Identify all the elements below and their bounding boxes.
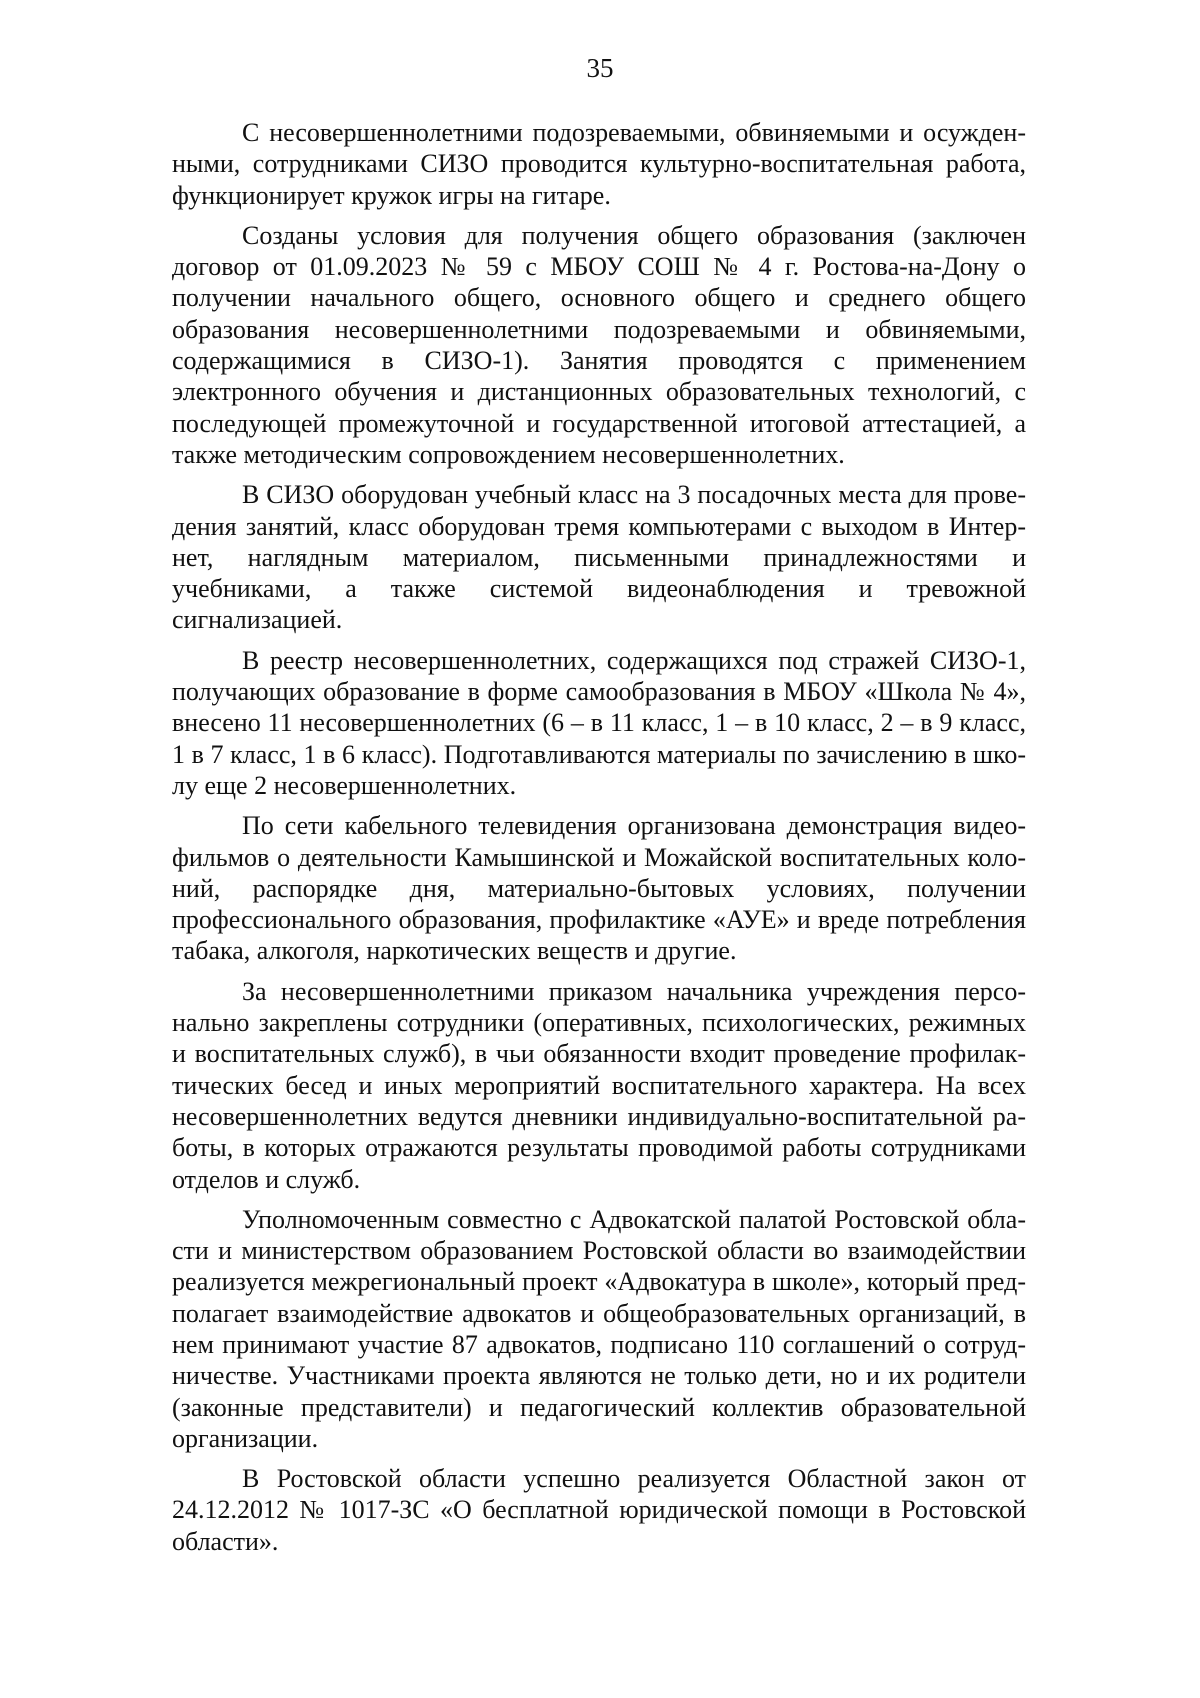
- page-number: 35: [586, 53, 614, 83]
- paragraph-cultural-work: С несовершеннолетними подозреваемыми, обвиняемыми и осужденными, сотрудниками СИЗО проводится культурно-воспитательная работа, функционирует кружок игры на гитаре.: [172, 118, 1026, 210]
- paragraph-classroom: В СИЗО оборудован учебный класс на 3 посадочных места для проведения занятий, класс оборудован тремя компьютерами с выходом в Интернет, наглядным материалом, письменными принадлежностями и учебниками, а также системой видеонаблюдения и тревожной сигнализацией.: [172, 480, 1026, 635]
- paragraph-cable-tv: По сети кабельного телевидения организована демонстрация видеофильмов о деятельности Камышинской и Можайской воспитательных колоний, распорядке дня, материально-бытовых условиях, получении профессионального образования, профилактике «АУЕ» и вреде потребления табака, алкоголя, наркотических веществ и другие.: [172, 811, 1026, 966]
- paragraph-general-education: Созданы условия для получения общего образования (заключен договор от 01.09.2023 № 59 с МБОУ СОШ № 4 г. Ростова-на-Дону о получении начального общего, основного общего и среднего общего образования несовершеннолетними подозреваемыми и обвиняемыми, содержащимися в СИЗО-1). Занятия проводятся с применением электронного обучения и дистанционных образовательных технологий, с последующей промежуточной и государственной итоговой аттестацией, а также методическим сопровождением несовершеннолетних.: [172, 220, 1026, 469]
- document-body: [172, 117, 1026, 1566]
- paragraph-assigned-staff: За несовершеннолетними приказом начальника учреждения персонально закреплены сотрудники (оперативных, психологических, режимных и воспитательных служб), в чьи обязанности входит проведение профилактических бесед и иных мероприятий воспитательного характера. На всех несовершеннолетних ведутся дневники индивидуально-воспитательной работы, в которых отражаются результаты проводимой работы сотрудниками отделов и служб.: [172, 976, 1026, 1194]
- paragraph-regional-law: В Ростовской области успешно реализуется Областной закон от 24.12.2012 № 1017-ЗС «О бесплатной юридической помощи в Ростовской области».: [172, 1464, 1026, 1556]
- paragraph-advocacy-project: Уполномоченным совместно с Адвокатской палатой Ростовской области и министерством образованием Ростовской области во взаимодействии реализуется межрегиональный проект «Адвокатура в школе», который предполагает взаимодействие адвокатов и общеобразовательных организаций, в нем принимают участие 87 адвокатов, подписано 110 соглашений о сотрудничестве. Участниками проекта являются не только дети, но и их родители (законные представители) и педагогический коллектив образовательной организации.: [172, 1204, 1026, 1453]
- paragraph-self-education-registry: В реестр несовершеннолетних, содержащихся под стражей СИЗО-1, получающих образование в форме самообразования в МБОУ «Школа № 4», внесено 11 несовершеннолетних (6 – в 11 класс, 1 – в 10 класс, 2 – в 9 класс, 1 в 7 класс, 1 в 6 класс). Подготавливаются материалы по зачислению в школу еще 2 несовершеннолетних.: [172, 645, 1026, 800]
